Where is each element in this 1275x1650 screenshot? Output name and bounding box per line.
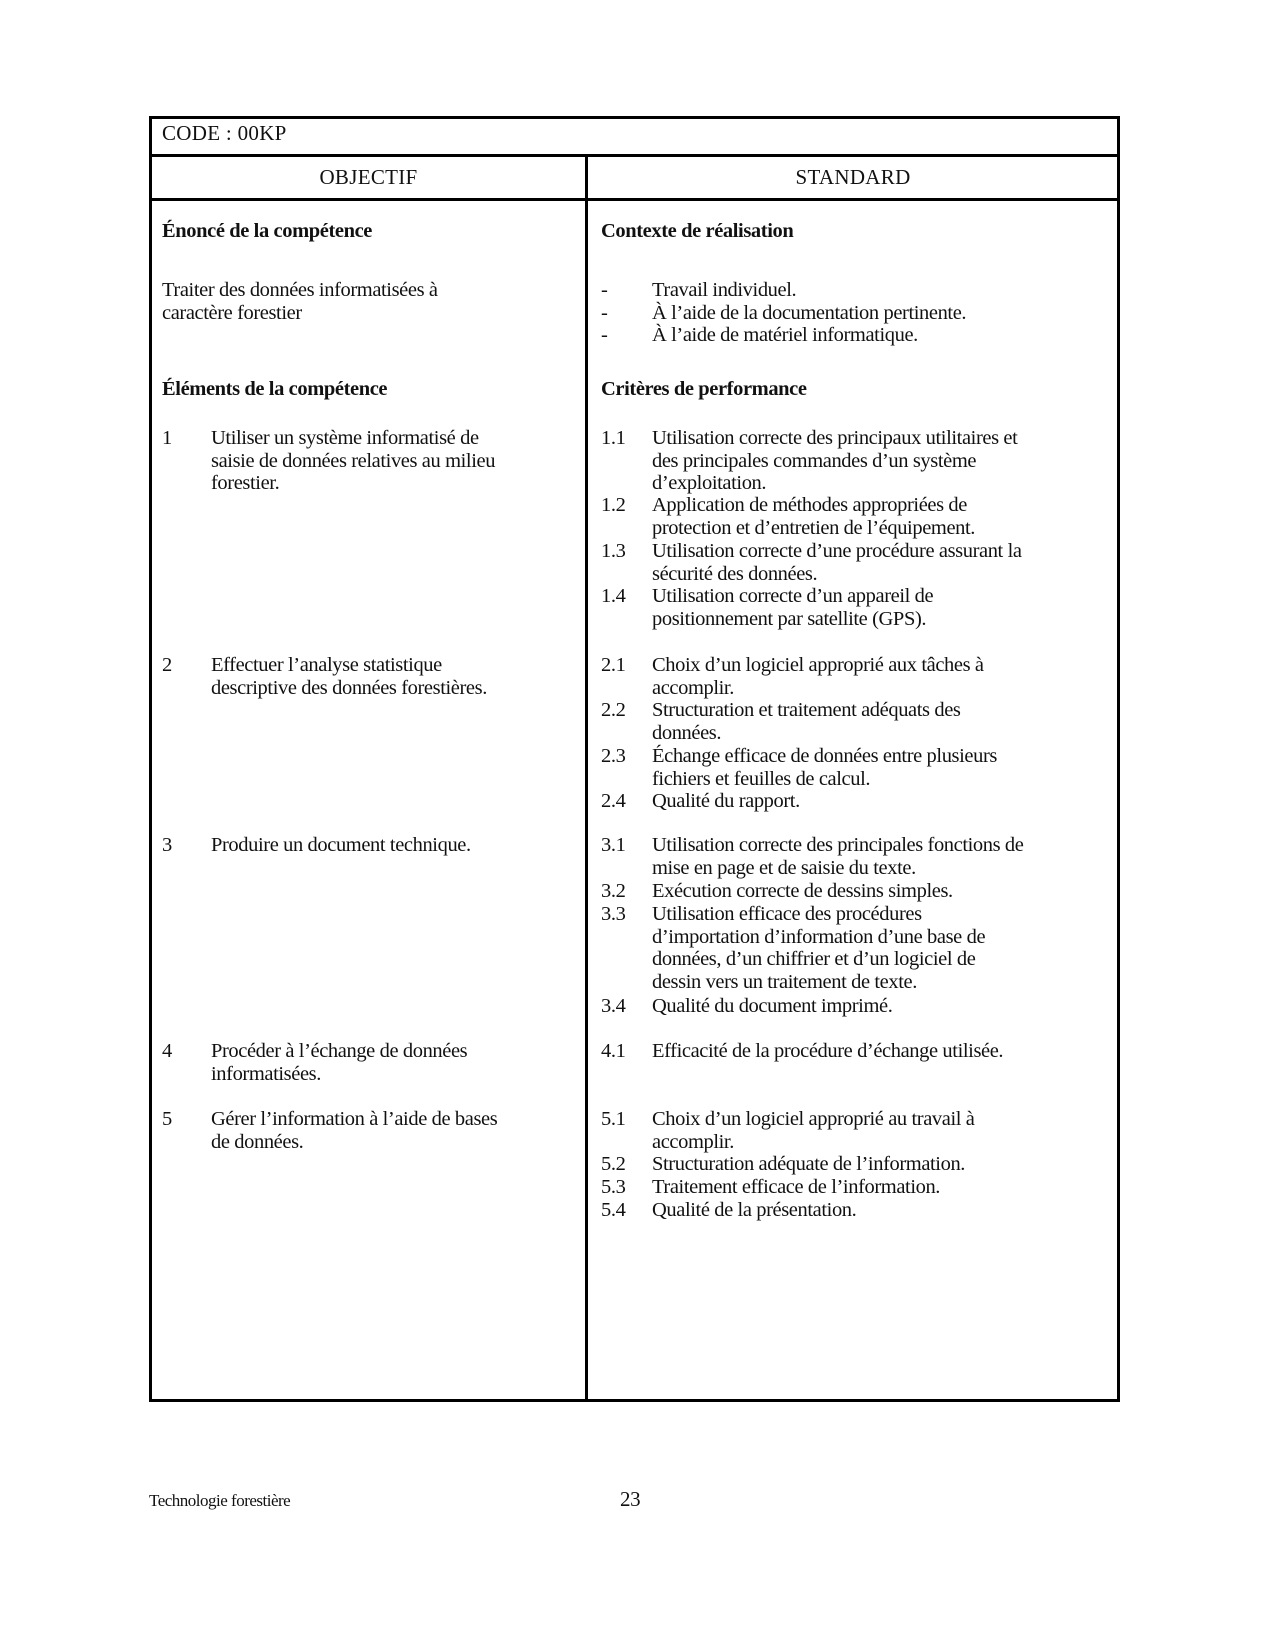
enonce-title: Énoncé de la compétence <box>162 220 372 242</box>
text-line: fichiers et feuilles de calcul. <box>652 767 871 790</box>
critere-item-text <box>652 1176 940 1199</box>
text-line: Choix d’un logiciel approprié au travail à <box>652 1108 975 1130</box>
critere-item-text <box>652 1040 1003 1063</box>
footer-title: Technologie forestière <box>149 1491 291 1510</box>
text-line: d’importation d’information d’une base de <box>652 925 986 948</box>
text-line: Utilisation correcte d’un appareil de <box>652 585 934 607</box>
contexte-item: À l’aide de la documentation pertinente. <box>652 301 967 324</box>
text-line: Utilisation correcte des principales fonctions de <box>652 834 1024 856</box>
bullet-dash: - <box>601 279 608 301</box>
text-line: Utiliser un système informatisé de <box>211 427 479 449</box>
text-line: mise en page et de saisie du texte. <box>652 856 916 879</box>
critere-item-text <box>652 585 933 630</box>
header-objectif: OBJECTIF <box>319 165 418 189</box>
critere-item-text <box>652 1108 974 1153</box>
text-line: Application de méthodes appropriées de <box>652 494 967 516</box>
text-line: Procéder à l’échange de données <box>211 1040 468 1062</box>
text-line: accomplir. <box>652 1130 734 1153</box>
element-item-text <box>211 1040 467 1085</box>
critere-item-text <box>652 494 975 539</box>
text-line: Utilisation correcte d’une procédure assurant la <box>652 540 1022 562</box>
element-item-text <box>211 834 471 857</box>
critere-item-number: 2.2 <box>601 699 626 721</box>
text-line: Structuration et traitement adéquats des <box>652 699 961 721</box>
critere-item-number: 1.4 <box>601 585 626 607</box>
text-line: Qualité du document imprimé. <box>652 995 893 1017</box>
text-line: Utilisation correcte des principaux utilitaires et <box>652 427 1018 449</box>
element-item-number: 2 <box>162 654 172 676</box>
column-divider <box>585 154 588 1402</box>
text-line: Choix d’un logiciel approprié aux tâches à <box>652 654 984 676</box>
enonce-text: Traiter des données informatisées à caractère forestier <box>162 279 438 324</box>
critere-item-number: 5.3 <box>601 1176 626 1198</box>
critere-item-number: 5.1 <box>601 1108 626 1130</box>
text-line: Traitement efficace de l’information. <box>652 1176 941 1198</box>
text-line: sécurité des données. <box>652 562 818 585</box>
header-standard: STANDARD <box>795 165 911 189</box>
element-item-number: 3 <box>162 834 172 856</box>
critere-item-text <box>652 745 997 790</box>
page-number: 23 <box>620 1487 641 1511</box>
bullet-dash: - <box>601 301 608 324</box>
divider <box>149 154 1120 157</box>
text-line: descriptive des données forestières. <box>211 676 487 699</box>
critere-item-text <box>652 834 1023 879</box>
critere-item-number: 2.4 <box>601 790 626 812</box>
critere-item-text <box>652 903 985 994</box>
element-item-number: 4 <box>162 1040 172 1062</box>
criteres-title: Critères de performance <box>601 378 807 400</box>
element-item-number: 1 <box>162 427 172 449</box>
text-line: Structuration adéquate de l’information. <box>652 1153 966 1175</box>
element-item-number: 5 <box>162 1108 172 1130</box>
text-line: de données. <box>211 1130 304 1153</box>
text-line: Qualité de la présentation. <box>652 1199 857 1221</box>
text-line: forestier. <box>211 472 280 495</box>
critere-item-number: 1.3 <box>601 540 626 562</box>
critere-item-number: 3.3 <box>601 903 626 925</box>
text-line: Gérer l’information à l’aide de bases <box>211 1108 498 1130</box>
contexte-item: À l’aide de matériel informatique. <box>652 324 918 347</box>
critere-item-number: 3.1 <box>601 834 626 856</box>
critere-item-text <box>652 790 800 813</box>
text-line: dessin vers un traitement de texte. <box>652 971 917 994</box>
critere-item-text <box>652 880 953 903</box>
text-line: des principales commandes d’un système <box>652 449 977 472</box>
critere-item-number: 2.1 <box>601 654 626 676</box>
text-line: Efficacité de la procédure d’échange utilisée. <box>652 1040 1004 1062</box>
element-item-text <box>211 1108 497 1153</box>
critere-item-number: 2.3 <box>601 745 626 767</box>
text-line: Utilisation efficace des procédures <box>652 903 922 925</box>
text-line: d’exploitation. <box>652 472 767 495</box>
critere-item-number: 4.1 <box>601 1040 626 1062</box>
critere-item-text <box>652 654 984 699</box>
critere-item-text <box>652 540 1022 585</box>
critere-item-text <box>652 699 960 744</box>
critere-item-number: 1.1 <box>601 427 626 449</box>
text-line: saisie de données relatives au milieu <box>211 449 496 472</box>
critere-item-text <box>652 1153 965 1176</box>
critere-item-number: 1.2 <box>601 494 626 516</box>
critere-item-text <box>652 427 1017 495</box>
text-line: Produire un document technique. <box>211 834 471 856</box>
contexte-title: Contexte de réalisation <box>601 220 794 242</box>
text-line: Échange efficace de données entre plusieurs <box>652 745 997 767</box>
critere-item-text <box>652 995 892 1018</box>
text-line: Effectuer l’analyse statistique <box>211 654 442 676</box>
text-line: Exécution correcte de dessins simples. <box>652 880 953 902</box>
critere-item-number: 5.4 <box>601 1199 626 1221</box>
text-line: informatisées. <box>211 1062 321 1085</box>
critere-item-number: 3.2 <box>601 880 626 902</box>
bullet-dash: - <box>601 324 608 347</box>
text-line: positionnement par satellite (GPS). <box>652 607 927 630</box>
element-item-text <box>211 427 495 495</box>
elements-title: Éléments de la compétence <box>162 378 388 400</box>
critere-item-text <box>652 1199 856 1222</box>
contexte-item: Travail individuel. <box>652 279 797 301</box>
critere-item-number: 5.2 <box>601 1153 626 1175</box>
text-line: données. <box>652 721 722 744</box>
text-line: accomplir. <box>652 676 734 699</box>
text-line: protection et d’entretien de l’équipement. <box>652 516 976 539</box>
text-line: Qualité du rapport. <box>652 790 800 812</box>
divider <box>149 198 1120 201</box>
text-line: données, d’un chiffrier et d’un logiciel de <box>652 948 976 971</box>
code-label: CODE : 00KP <box>162 121 287 145</box>
critere-item-number: 3.4 <box>601 995 626 1017</box>
element-item-text <box>211 654 487 699</box>
